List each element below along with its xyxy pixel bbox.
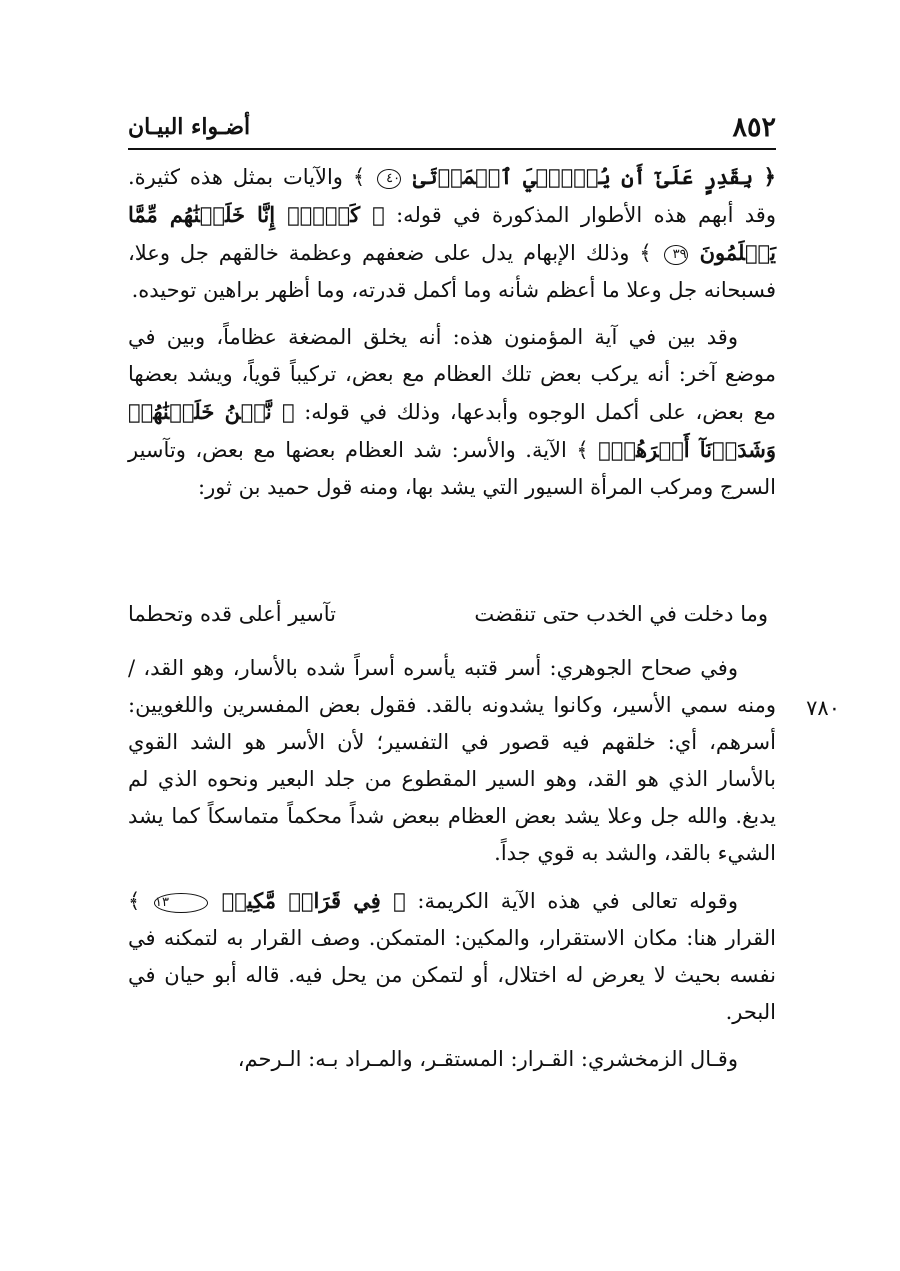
paragraph-text: وقد بين في آية المؤمنون هذه: أنه يخلق المضغة عظاماً، وبين في موضع آخر: أنه يركب بعض تلك العظام مع بعض، تركيباً قوياً، ويشد بعضها مع بعض، على أكمل الوجوه وأبدعها، وذلك في قوله: bbox=[128, 325, 776, 424]
paragraph: وفي صحاح الجوهري: أسر قتبه يأسره أسراً شده بالأسار، وهو القد، /ومنه سمي الأسير، وكانوا يشدونه بالقد. فقول بعض المفسرين واللغويين: أسرهم، أي: خلقهم فيه قصور في التفسير؛ لأن الأسر هو الشد القوي بالأسار الذي هو القد، وهو السير المقطوع من جلد البعير ونحوه الذي لم يدبغ. والله جل وعلا يشد بعض العظام ببعض شداً محكماً متماسكاً كما يشد الشيء بالقد، والشد به قوي جداً. bbox=[128, 656, 776, 865]
paragraph: وقـال الزمخشري: القـرار: المستقـر، والمـراد بـه: الـرحم، bbox=[237, 1047, 738, 1071]
paragraph bbox=[128, 319, 776, 506]
paragraph-text: وقوله تعالى في هذه الآية الكريمة: bbox=[405, 889, 738, 913]
ayah-number: ٣٩ bbox=[664, 245, 688, 265]
page-header bbox=[128, 108, 776, 150]
ayah-number: ٤٠ bbox=[377, 169, 401, 189]
body-text-lower bbox=[128, 650, 776, 1088]
poetry-verse bbox=[128, 600, 776, 640]
paragraph-text: ﴾ الآية. والأسر: شد العظام بعضها مع بعض، وتآسير السرج ومركب المرأة السيور التي يشد بها، ومنه قول حميد بن ثور: bbox=[128, 438, 776, 499]
ayah-number: ١٣ bbox=[154, 893, 208, 913]
quran-quote: ﴿ نَّحۡنُ خَلَقۡنَٰهُمۡ وَشَدَدۡنَآ أَسۡرَهُمۡۖ bbox=[128, 399, 776, 462]
margin-page-reference: ٧٨٠ bbox=[806, 696, 840, 720]
paragraph bbox=[128, 882, 776, 1031]
paragraph-text: ﴾ وذلك الإبهام يدل على ضعفهم وعظمة خالقهم جل وعلا، فسبحانه جل وعلا ما أعظم شأنه وما أكمل قدرته، وما أظهر براهين توحيده. bbox=[128, 241, 776, 302]
book-title: أضـواء البيـان bbox=[128, 114, 251, 140]
body-text-upper bbox=[128, 158, 776, 506]
quran-quote: ﴿ فِي قَرَارٖ مَّكِينٖ bbox=[221, 888, 406, 913]
paragraph-text: ﴾ والآيات بمثل هذه كثيرة. وقد أبهم هذه الأطوار المذكورة في قوله: bbox=[128, 165, 776, 227]
verse-second-hemistich: تآسير أعلى قده وتحطما bbox=[128, 602, 336, 626]
quran-quote: ﴿ كَلَّآۖ إِنَّا خَلَقۡنَٰهُم مِّمَّا يَعۡلَمُونَ bbox=[128, 202, 776, 265]
paragraph bbox=[128, 158, 776, 309]
quran-quote: ﴿ بِقَدِرٍ عَلَىٰٓ أَن يُحۡـِۧيَ ٱلۡمَوۡتَىٰ bbox=[412, 164, 776, 189]
verse-first-hemistich: وما دخلت في الخدب حتى تنقضت bbox=[474, 602, 768, 626]
paragraph-text: ﴾ القرار هنا: مكان الاستقرار، والمكين: المتمكن. وصف القرار به لتمكنه في نفسه بحيث لا يعرض له اختلال، أو لتمكن من يحل فيه. قاله أبو حيان في البحر. bbox=[128, 889, 776, 1024]
page-number: ٨٥٢ bbox=[732, 112, 776, 143]
